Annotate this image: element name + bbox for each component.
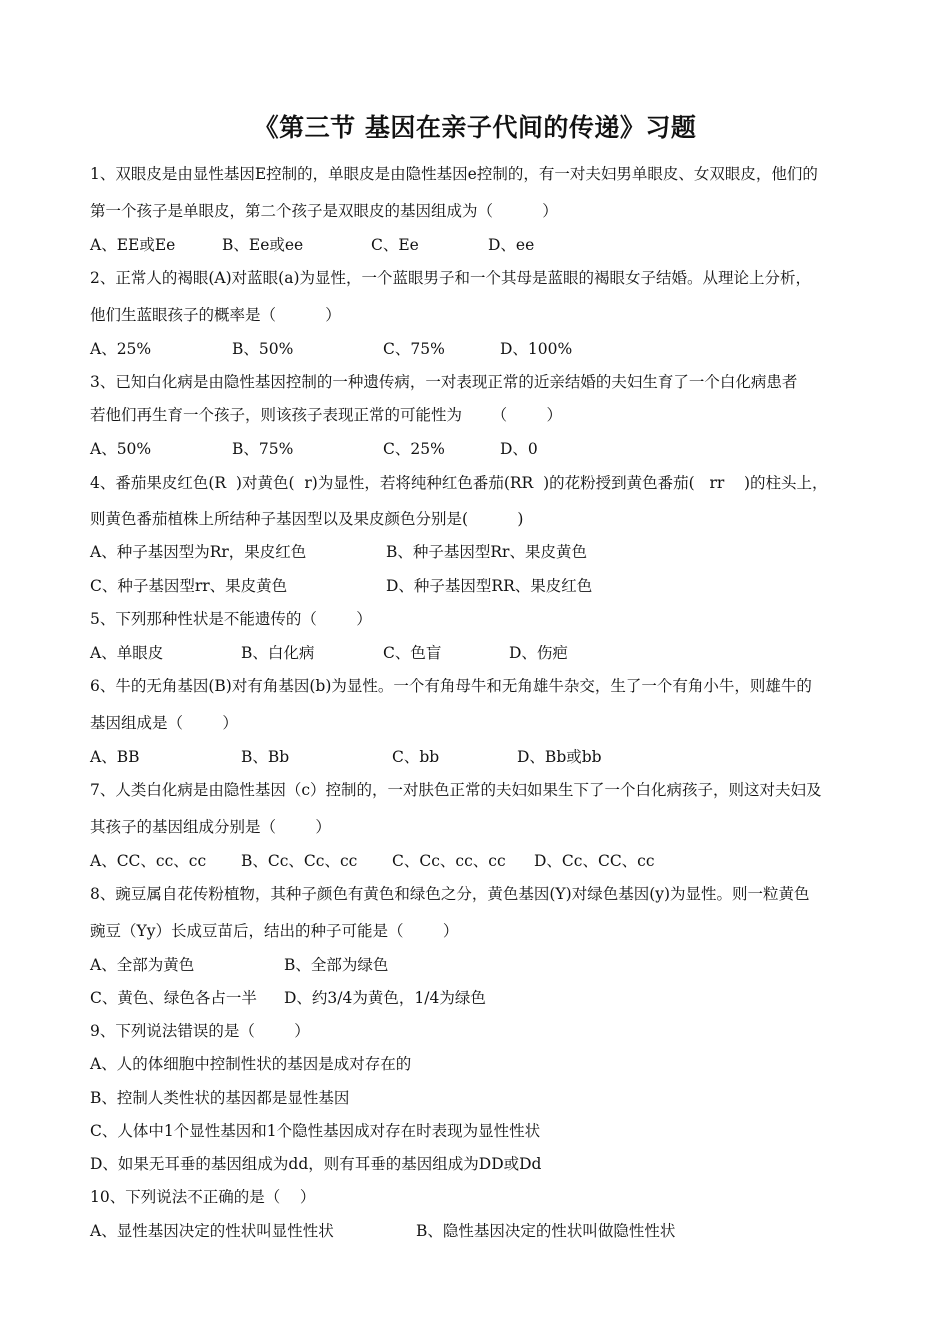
question-5-line-1: 5、下列那种性状是不能遗传的（ ） <box>90 610 372 628</box>
question-2-option-b: B、50% <box>232 340 294 358</box>
question-1-option-d: D、ee <box>488 236 535 254</box>
question-1-option-b: B、Ee或ee <box>222 236 304 254</box>
question-2-line-2: 他们生蓝眼孩子的概率是（ ） <box>90 306 341 324</box>
question-2-option-a: A、25% <box>90 340 152 358</box>
question-2-option-c: C、75% <box>383 340 445 358</box>
question-6-option-d: D、Bb或bb <box>517 748 602 766</box>
question-9-option-c: C、人体中1个显性基因和1个隐性基因成对存在时表现为显性性状 <box>90 1122 541 1140</box>
question-10-option-a: A、显性基因决定的性状叫显性性状 <box>90 1222 334 1240</box>
question-5-option-c: C、色盲 <box>383 644 442 662</box>
question-7-option-b: B、Cc、Cc、cc <box>241 852 358 870</box>
question-6-option-c: C、bb <box>392 748 440 766</box>
question-2-option-d: D、100% <box>500 340 573 358</box>
question-1-option-c: C、Ee <box>371 236 419 254</box>
question-6-option-a: A、BB <box>90 748 140 766</box>
question-10-option-b: B、隐性基因决定的性状叫做隐性性状 <box>416 1222 676 1240</box>
question-6-option-b: B、Bb <box>241 748 290 766</box>
question-4-line-2: 则黄色番茄植株上所结种子基因型以及果皮颜色分别是( ) <box>90 510 524 528</box>
question-3-line-1: 3、已知白化病是由隐性基因控制的一种遗传病，一对表现正常的近亲结婚的夫妇生育了一个白化病患者 <box>90 373 798 391</box>
question-8-option-b: B、全部为绿色 <box>284 956 389 974</box>
question-7-line-2: 其孩子的基因组成分别是（ ） <box>90 818 331 836</box>
question-8-option-a: A、全部为黄色 <box>90 956 195 974</box>
question-1-line-2: 第一个孩子是单眼皮，第二个孩子是双眼皮的基因组成为（ ） <box>90 202 558 220</box>
question-3-option-a: A、50% <box>90 440 152 458</box>
question-8-line-1: 8、豌豆属自花传粉植物，其种子颜色有黄色和绿色之分，黄色基因(Y)对绿色基因(y)为显性。则一粒黄色 <box>90 885 810 903</box>
question-9-option-d: D、如果无耳垂的基因组成为dd，则有耳垂的基因组成为DD或Dd <box>90 1155 542 1173</box>
question-9-option-a: A、人的体细胞中控制性状的基因是成对存在的 <box>90 1055 412 1073</box>
question-3-line-2: 若他们再生育一个孩子，则该孩子表现正常的可能性为 （ ） <box>90 406 562 424</box>
question-3-option-d: D、0 <box>500 440 538 458</box>
question-8-line-2: 豌豆（Yy）长成豆苗后，结出的种子可能是（ ） <box>90 922 459 940</box>
question-4-option-d: D、种子基因型RR、果皮红色 <box>386 577 593 595</box>
question-1-option-a: A、EE或Ee <box>90 236 176 254</box>
question-4-option-b: B、种子基因型Rr、果皮黄色 <box>386 543 587 561</box>
question-6-line-1: 6、牛的无角基因(B)对有角基因(b)为显性。一个有角母牛和无角雄牛杂交，生了一个有角小牛，则雄牛的 <box>90 677 812 695</box>
question-3-option-b: B、75% <box>232 440 294 458</box>
question-4-line-1: 4、番茄果皮红色(R )对黄色( r)为显性，若将纯种红色番茄(RR )的花粉授到黄色番茄( rr )的柱头上， <box>90 474 828 492</box>
question-7-line-1: 7、人类白化病是由隐性基因（c）控制的，一对肤色正常的夫妇如果生下了一个白化病孩子，则这对夫妇及 <box>90 781 822 799</box>
question-1-line-1: 1、双眼皮是由显性基因E控制的，单眼皮是由隐性基因e控制的，有一对夫妇男单眼皮、女双眼皮，他们的 <box>90 165 818 183</box>
question-7-option-c: C、Cc、cc、cc <box>392 852 506 870</box>
question-5-option-d: D、伤疤 <box>509 644 568 662</box>
question-2-line-1: 2、正常人的褐眼(A)对蓝眼(a)为显性，一个蓝眼男子和一个其母是蓝眼的褐眼女子结婚。从理论上分析， <box>90 269 811 287</box>
question-4-option-a: A、种子基因型为Rr，果皮红色 <box>90 543 307 561</box>
question-10-line-1: 10、下列说法不正确的是（ ） <box>90 1188 316 1206</box>
document-title: 《第三节 基因在亲子代间的传递》习题 <box>253 113 697 142</box>
question-3-option-c: C、25% <box>383 440 445 458</box>
question-5-option-a: A、单眼皮 <box>90 644 164 662</box>
question-7-option-d: D、Cc、CC、cc <box>534 852 655 870</box>
question-8-option-c: C、黄色、绿色各占一半 <box>90 989 257 1007</box>
question-5-option-b: B、白化病 <box>241 644 315 662</box>
question-9-option-b: B、控制人类性状的基因都是显性基因 <box>90 1089 350 1107</box>
question-6-line-2: 基因组成是（ ） <box>90 714 238 732</box>
question-4-option-c: C、种子基因型rr、果皮黄色 <box>90 577 288 595</box>
question-9-line-1: 9、下列说法错误的是（ ） <box>90 1022 310 1040</box>
question-7-option-a: A、CC、cc、cc <box>90 852 207 870</box>
question-8-option-d: D、约3/4为黄色，1/4为绿色 <box>284 989 486 1007</box>
